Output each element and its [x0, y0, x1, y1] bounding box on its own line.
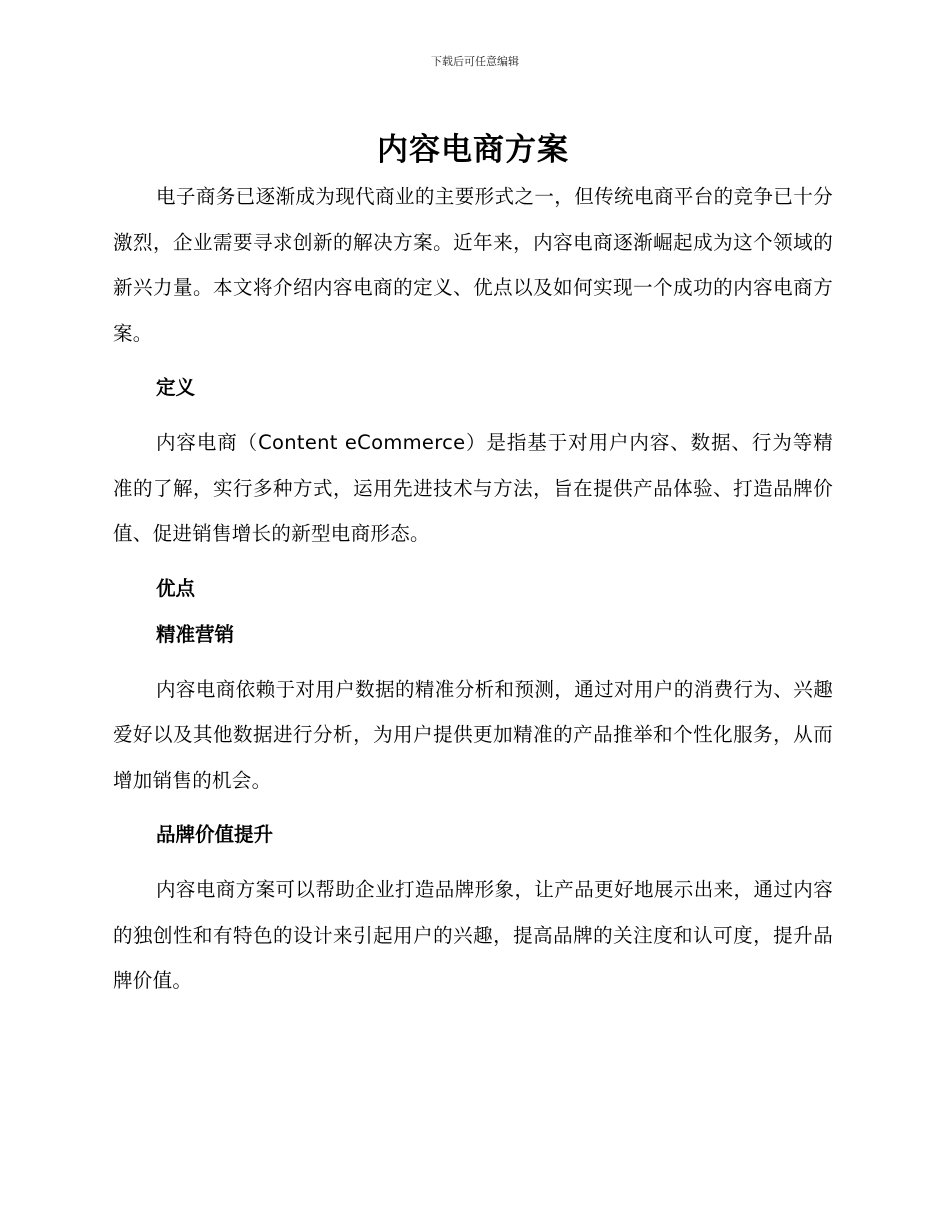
document-title: 内容电商方案 — [377, 132, 569, 168]
advantages-heading: 优点 — [156, 576, 196, 600]
definition-paragraph: 内容电商（Content eCommerce）是指基于对用户内容、数据、行为等精准的了解，实行多种方式，运用先进技术与方法，旨在提供产品体验、打造品牌价值、促进销售增长的新型电商形态。 — [113, 431, 833, 545]
brand-value-heading: 品牌价值提升 — [156, 823, 274, 846]
intro-paragraph: 电子商务已逐渐成为现代商业的主要形式之一，但传统电商平台的竞争已十分激烈，企业需要寻求创新的解决方案。近年来，内容电商逐渐崛起成为这个领域的新兴力量。本文将介绍内容电商的定义、优点以及如何实现一个成功的内容电商方案。 — [113, 185, 833, 345]
definition-heading: 定义 — [156, 376, 196, 399]
header-note: 下载后可任意编辑 — [431, 55, 519, 68]
precision-marketing-paragraph: 内容电商依赖于对用户数据的精准分析和预测，通过对用户的消费行为、兴趣爱好以及其他数据进行分析，为用户提供更加精准的产品推举和个性化服务，从而增加销售的机会。 — [113, 677, 833, 792]
document-body — [113, 128, 833, 1004]
brand-value-paragraph: 内容电商方案可以帮助企业打造品牌形象，让产品更好地展示出来，通过内容的独创性和有特色的设计来引起用户的兴趣，提高品牌的关注度和认可度，提升品牌价值。 — [113, 878, 833, 992]
precision-marketing-heading: 精准营销 — [156, 622, 235, 646]
